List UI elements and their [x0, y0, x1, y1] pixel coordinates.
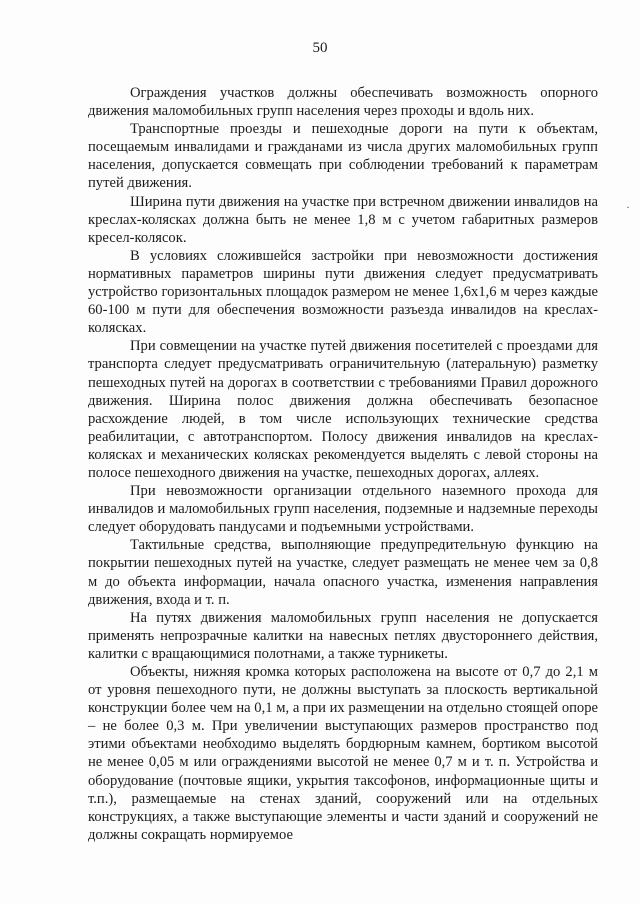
paragraph-4: В условиях сложившейся застройки при невозможности достижения нормативных параметров ширины пути движения следует предусматривать устройство горизонтальных площадок размером не менее 1,6х1,6 м через каждые 60-100 м пути для обеспечения возможности разъезда инвалидов на креслах-колясках.	[88, 247, 598, 337]
paragraph-1: Ограждения участков должны обеспечивать возможность опорного движения маломобильных групп населения через проходы и вдоль них.	[88, 85, 598, 120]
paragraph-8: На путях движения маломобильных групп населения не допускается применять непрозрачные калитки на навесных петлях двустороннего действия, калитки с вращающимися полотнами, а также турникеты.	[88, 609, 598, 662]
paragraph-9: Объекты, нижняя кромка которых расположена на высоте от 0,7 до 2,1 м от уровня пешеходного пути, не должны выступать за плоскость вертикальной конструкции более чем на 0,1 м, а при их размещении на отдельно стоящей опоре – не более 0,3 м. При увеличении выступающих размеров пространство под этими объектами необходимо выделять бордюрным камнем, бортиком высотой не менее 0,05 м или ограждениями высотой не менее 0,7 м и т. п. Устройства и оборудование (почтовые ящики, укрытия таксофонов, информационные щиты и т.п.), размещаемые на стенах зданий, сооружений или на отдельных конструкциях, а также выступающие элементы и части зданий и сооружений не должны сокращать нормируемое	[88, 664, 598, 843]
paragraph-7: Тактильные средства, выполняющие предупредительную функцию на покрытии пешеходных путей на участке, следует размещать не менее чем за 0,8 м до объекта информации, начала опасного участка, изменения направления движения, входа и т. п.	[88, 537, 598, 608]
body-text	[88, 84, 598, 844]
paragraph-2: Транспортные проезды и пешеходные дороги на пути к объектам, посещаемым инвалидами и гражданами из числа других маломобильных групп населения, допускается совмещать при соблюдении требований к параметрам путей движения.	[88, 121, 598, 192]
scan-edge-mark: ·	[626, 200, 630, 214]
page-number: 50	[312, 40, 328, 56]
paragraph-5: При совмещении на участке путей движения посетителей с проездами для транспорта следует предусматривать ограничительную (латеральную) разметку пешеходных путей на дорогах в соответствии с требованиями Правил дорожного движения. Ширина полос движения должна обеспечивать безопасное расхождение людей, в том числе использующих технические средства реабилитации, с автотранспортом. Полосу движения инвалидов на креслах-колясках и механических колясках рекомендуется выделять с левой стороны на полосе пешеходного движения на участке, пешеходных дорогах, аллеях.	[88, 338, 598, 481]
paragraph-6: При невозможности организации отдельного наземного прохода для инвалидов и маломобильных групп населения, подземные и надземные переходы следует оборудовать пандусами и подъемными устройствами.	[88, 483, 598, 536]
paragraph-3: Ширина пути движения на участке при встречном движении инвалидов на креслах-колясках должна быть не менее 1,8 м с учетом габаритных размеров кресел-колясок.	[88, 193, 598, 246]
